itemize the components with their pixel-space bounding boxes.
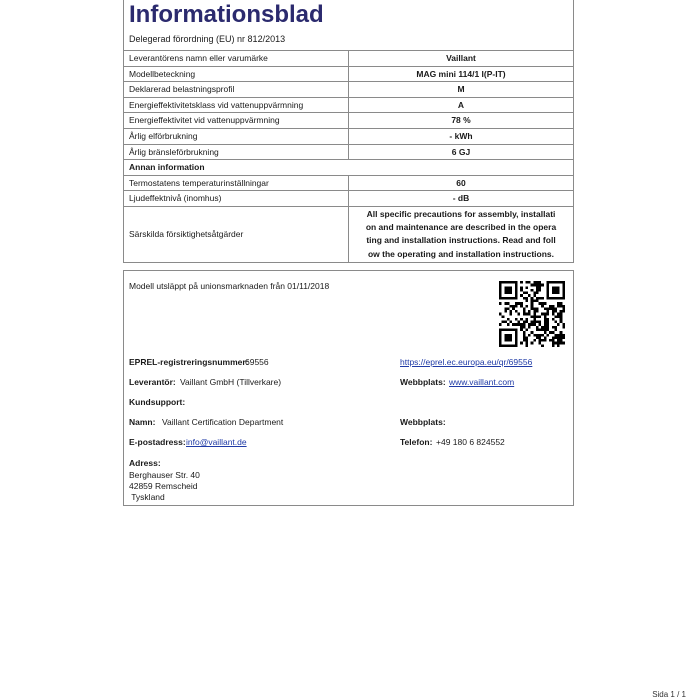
phone-label: Telefon:: [400, 437, 433, 447]
website-label: Webbplats:: [400, 377, 446, 387]
precautions-row: [124, 207, 573, 262]
phone-value: +49 180 6 824552: [436, 437, 505, 447]
name-value: Vaillant Certification Department: [162, 417, 284, 427]
email-label: E-postadress:: [129, 437, 186, 447]
table-row: [124, 51, 573, 67]
contact-info-box: [123, 270, 574, 506]
title-block: [124, 0, 573, 51]
address-line: Berghauser Str. 40: [129, 470, 200, 480]
precautions-line: ting and installation instructions. Read and foll: [366, 235, 556, 246]
row-value: 78 %: [451, 115, 471, 126]
precautions-line: ow the operating and installation instructions.: [367, 248, 555, 259]
section-label: Annan information: [129, 162, 205, 173]
row-value: - dB: [452, 193, 470, 204]
name-label: Namn:: [129, 417, 156, 427]
section-row: [124, 160, 573, 176]
precautions-line: All specific precautions for assembly, installati: [366, 208, 556, 219]
email-link[interactable]: info@vaillant.de: [186, 437, 247, 447]
row-value: Vaillant: [446, 53, 476, 63]
table-row: [124, 82, 573, 98]
data-rows: [124, 51, 573, 262]
table-row: [124, 176, 573, 192]
address-line: Tyskland: [129, 492, 165, 502]
row-label: Årlig bränsleförbrukning: [124, 145, 349, 160]
qr-code-icon: [499, 281, 565, 347]
support-label: Kundsupport:: [129, 397, 186, 407]
row-label: Årlig elförbrukning: [124, 129, 349, 144]
table-row: [124, 129, 573, 145]
page-title: Informationsblad: [129, 1, 324, 28]
row-label: Ljudeffektnivå (inomhus): [124, 191, 349, 206]
address-label: Adress:: [129, 458, 161, 468]
supplier-value: Vaillant GmbH (Tillverkare): [180, 377, 282, 387]
row-label: Termostatens temperaturinställningar: [124, 176, 349, 191]
row-value: 6 GJ: [451, 146, 471, 157]
eprel-link[interactable]: https://eprel.ec.europa.eu/qr/69556: [400, 357, 533, 367]
row-label: Deklarerad belastningsprofil: [124, 82, 349, 97]
precautions-text: [349, 207, 573, 262]
table-row: [124, 98, 573, 114]
row-value: - kWh: [449, 130, 473, 141]
row-value: 60: [456, 177, 466, 188]
row-value: M: [457, 84, 465, 95]
page-number: Sida 1 / 1: [652, 690, 686, 699]
regulation-reference: Delegerad förordning (EU) nr 812/2013: [129, 34, 286, 44]
precautions-label: Särskilda försiktighetsåtgärder: [124, 207, 349, 262]
supplier-label: Leverantör:: [129, 377, 176, 387]
row-label: Energieffektivitet vid vattenuppvärmning: [124, 113, 349, 128]
website-link[interactable]: www.vaillant.com: [449, 377, 515, 387]
row-label: Leverantörens namn eller varumärke: [124, 51, 349, 66]
eprel-number: 69556: [245, 357, 269, 367]
precautions-line: on and maintenance are described in the opera: [365, 222, 557, 233]
row-value: A: [457, 99, 465, 110]
row-label: Modellbeteckning: [124, 67, 349, 82]
eprel-label: EPREL-registreringsnummer:: [129, 357, 249, 367]
market-date-text: Modell utsläppt på unionsmarknaden från 01/11/2018: [129, 281, 330, 291]
support-website-label: Webbplats:: [400, 417, 446, 427]
information-sheet-table: [123, 0, 574, 263]
address-line: 42859 Remscheid: [129, 481, 198, 491]
table-row: [124, 145, 573, 161]
row-value: MAG mini 114/1 I(P-IT): [416, 68, 506, 79]
table-row: [124, 67, 573, 83]
table-row: [124, 113, 573, 129]
row-label: Energieffektivitetsklass vid vattenuppvärmning: [124, 98, 349, 113]
table-row: [124, 191, 573, 207]
